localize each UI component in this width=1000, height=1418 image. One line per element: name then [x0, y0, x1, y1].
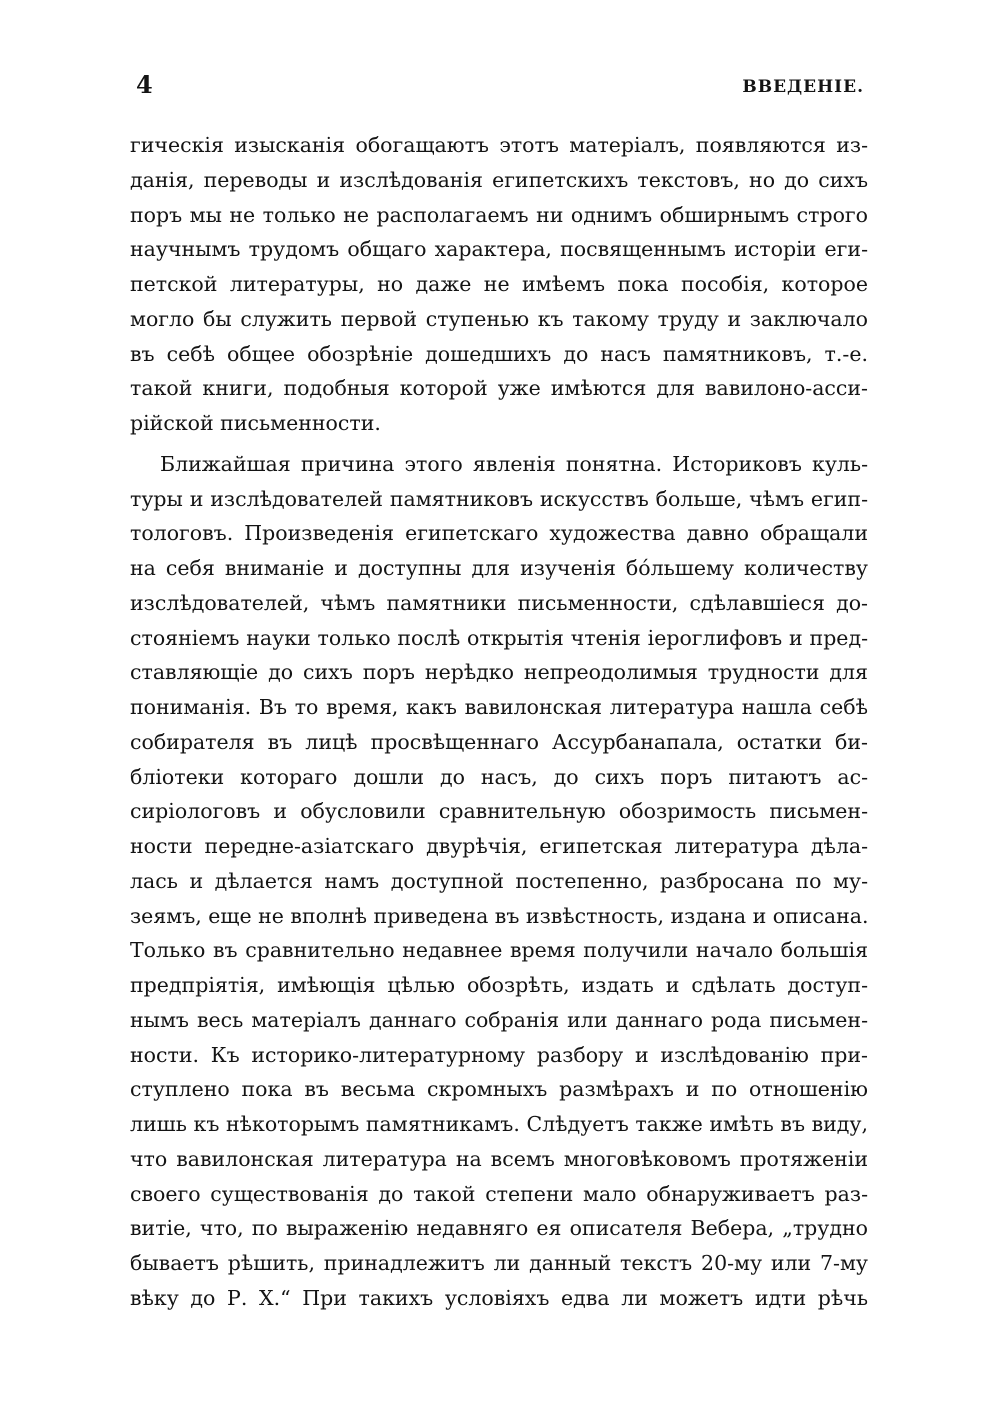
running-header [128, 70, 868, 104]
text-line: сиріологовъ и обусловили сравнительную обозримость письмен- [130, 799, 868, 824]
paragraph-2 [130, 447, 868, 1316]
text-line: ности. Къ историко-литературному разбору и изслѣдованію при- [130, 1042, 868, 1067]
text-line: Только въ сравнительно недавнее время получили начало большія [130, 938, 868, 963]
body-text [130, 128, 868, 1316]
paragraph-1 [130, 128, 868, 441]
text-line: поръ мы не только не располагаемъ ни однимъ обширнымъ строго [130, 202, 868, 227]
text-line: своего существованія до такой степени мало обнаруживаетъ раз- [130, 1181, 868, 1206]
text-line: ступлено пока въ весьма скромныхъ размѣрахъ и по отношенію [130, 1077, 868, 1102]
text-line: собирателя въ лицѣ просвѣщеннаго Ассурбанапала, остатки би- [130, 729, 868, 754]
text-line: рійской письменности. [130, 411, 381, 435]
text-line: научнымъ трудомъ общаго характера, посвященнымъ исторіи еги- [130, 237, 868, 262]
text-line: лишь къ нѣкоторымъ памятникамъ. Слѣдуетъ также имѣть въ виду, [130, 1112, 868, 1136]
text-line: предпріятія, имѣющія цѣлью обозрѣть, издать и сдѣлать доступ- [130, 973, 868, 997]
text-line: Ближайшая причина этого явленія понятна. Историковъ куль- [160, 451, 868, 476]
text-line: петской литературы, но даже не имѣемъ пока пособія, которое [130, 272, 868, 296]
text-line: тологовъ. Произведенія египетскаго художества давно обращали [130, 521, 868, 546]
text-line: данія, переводы и изслѣдованія египетскихъ текстовъ, но до сихъ [130, 167, 868, 192]
text-line: бліотеки котораго дошли до насъ, до сихъ поръ питаютъ ас- [130, 764, 868, 789]
text-line: гическія изысканія обогащаютъ этотъ матеріалъ, появляются из- [130, 133, 868, 157]
text-line: такой книги, подобныя которой уже имѣются для вавилоно-асси- [130, 376, 868, 401]
text-line: нымъ весь матеріалъ даннаго собранія или даннаго рода письмен- [130, 1007, 868, 1032]
text-line: изслѣдователей, чѣмъ памятники письменности, сдѣлавшіеся до- [130, 590, 868, 615]
text-line: вѣку до Р. Х.“ При такихъ условіяхъ едва ли можетъ идти рѣчь [130, 1285, 868, 1310]
text-line: на себя вниманіе и доступны для изученія бо́льшему количеству [130, 556, 868, 580]
text-line: пониманія. Въ то время, какъ вавилонская литература нашла себѣ [130, 695, 868, 719]
text-line: бываетъ рѣшить, принадлежитъ ли данный текстъ 20-му или 7-му [130, 1251, 868, 1275]
text-line: въ себѣ общее обозрѣніе дошедшихъ до насъ памятниковъ, т.-е. [130, 341, 868, 366]
text-line: стояніемъ науки только послѣ открытія чтенія іероглифовъ и пред- [130, 625, 868, 650]
text-line: зеямъ, еще не вполнѣ приведена въ извѣстность, издана и описана. [130, 903, 869, 928]
text-line: что вавилонская литература на всемъ многовѣковомъ протяженіи [130, 1146, 868, 1171]
text-line: лась и дѣлается намъ доступной постепенно, разбросана по му- [130, 868, 868, 893]
text-line: могло бы служить первой ступенью къ такому труду и заключало [130, 306, 868, 331]
text-line: ставляющіе до сихъ поръ нерѣдко непреодолимыя трудности для [130, 660, 868, 685]
text-line: туры и изслѣдователей памятниковъ искусствъ больше, чѣмъ егип- [130, 486, 868, 511]
section-title: ВВЕДЕНІЕ. [742, 77, 864, 97]
text-line: ности передне-азіатскаго двурѣчія, египетская литература дѣла- [130, 834, 868, 858]
page-number: 4 [136, 70, 153, 99]
text-line: витіе, что, по выраженію недавняго ея описателя Вебера, „трудно [130, 1216, 868, 1241]
